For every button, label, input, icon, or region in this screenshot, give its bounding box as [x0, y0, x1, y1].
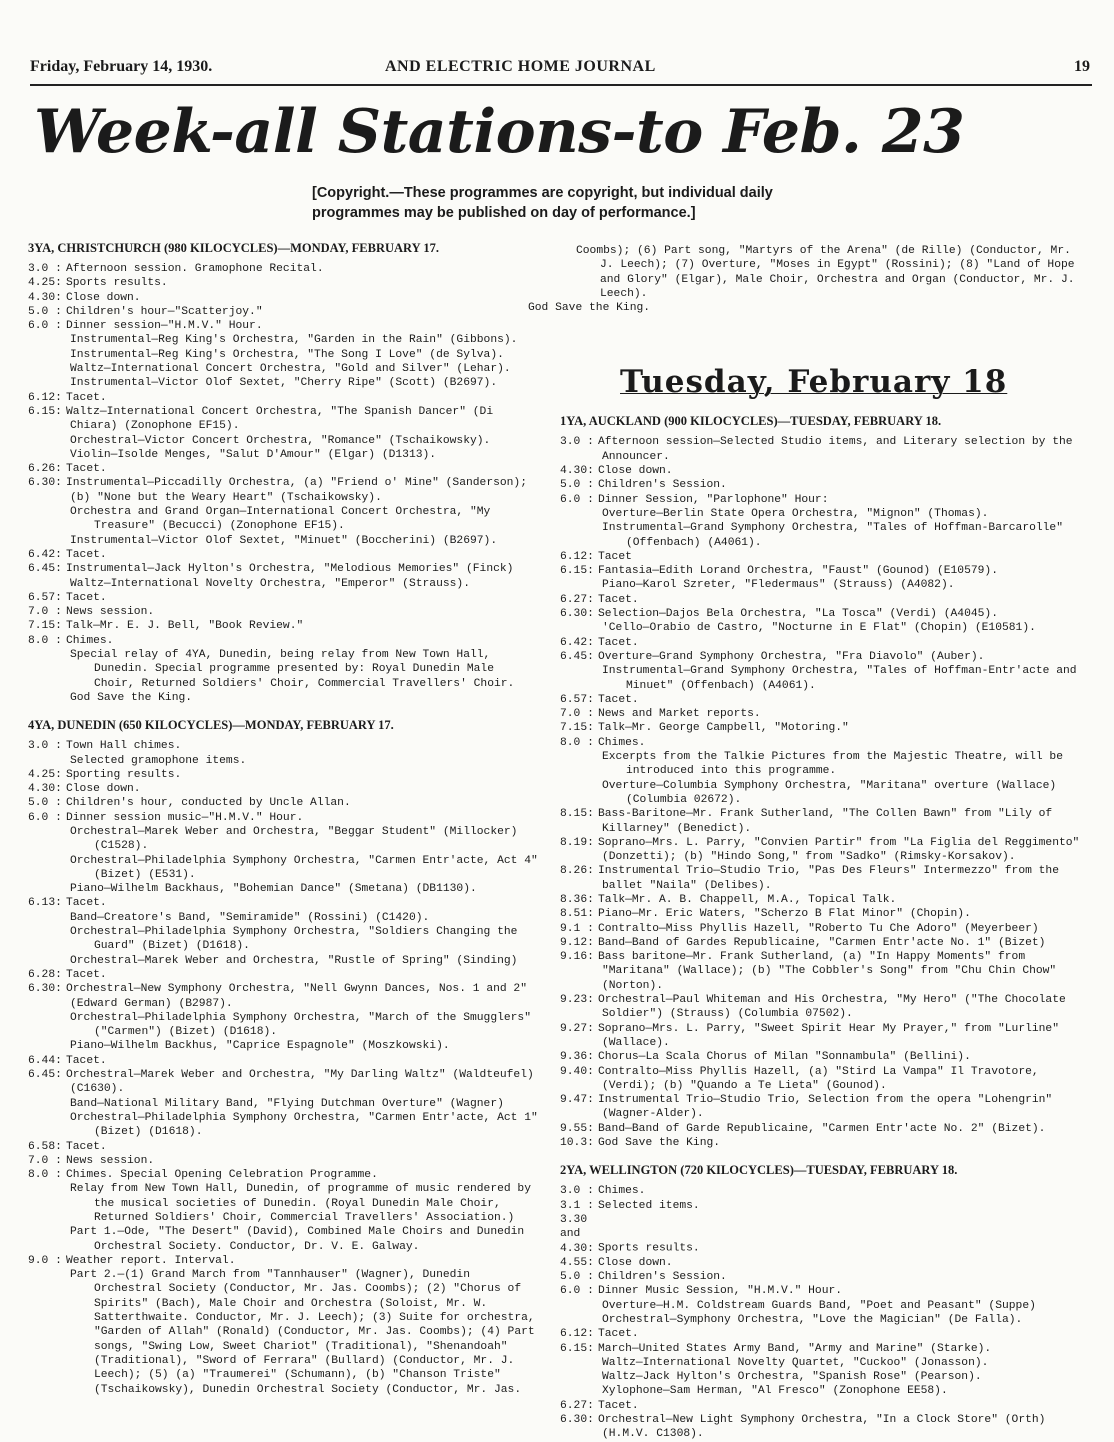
program-entry	[560, 1270, 1080, 1284]
program-entry	[28, 391, 538, 405]
station-heading: 2YA, WELLINGTON (720 KILOCYCLES)—TUESDAY, FEBRUARY 18.	[560, 1163, 958, 1178]
entry-subitem: Instrumental—Victor Olof Sextet, "Cherry Ripe" (Scott) (B2697).	[70, 377, 498, 390]
entry-subitems	[28, 754, 538, 768]
entry-text: Close down.	[66, 291, 141, 304]
entry-time: 8.0 :	[560, 736, 594, 749]
section-gap	[560, 1150, 1080, 1160]
entry-text: Talk—Mr. George Campbell, "Motoring."	[598, 722, 849, 735]
program-entry	[560, 936, 1080, 950]
program-entry	[560, 478, 1080, 492]
right-column	[528, 244, 1080, 1442]
entry-subitem: Piano—Karol Szreter, "Fledermaus" (Strauss) (A4082).	[602, 579, 955, 592]
entry-text: Weather report. Interval.	[66, 1254, 236, 1267]
entry-time: 6.57:	[560, 693, 594, 706]
header-rule	[30, 84, 1092, 86]
station-section	[28, 717, 538, 1397]
entry-subitem: Orchestral—Victor Concert Orchestra, "Romance" (Tschaikowsky).	[70, 434, 491, 447]
entry-text: Instrumental—Piccadilly Orchestra, (a) "Friend o' Mine" (Sanderson); (b) "None but the Weary Heart" (Tschaikowsky).	[66, 477, 527, 504]
entry-time: 6.30:	[560, 1414, 594, 1427]
entry-time: 9.0 :	[28, 1254, 62, 1267]
entry-text: Tacet	[598, 550, 632, 563]
entry-text: Close down.	[598, 465, 673, 478]
program-entry	[560, 693, 1080, 707]
entry-time: 7.15:	[28, 620, 62, 633]
entry-subitems	[560, 621, 1080, 635]
entry-text: Orchestral—Marek Weber and Orchestra, "My Darling Waltz" (Waldteufel) (C1630).	[66, 1069, 534, 1096]
entry-text: Tacet.	[66, 1140, 107, 1153]
entry-time: 9.16:	[560, 951, 594, 964]
entry-time: 6.42:	[28, 548, 62, 561]
program-entry	[560, 435, 1080, 464]
entry-time: 6.45:	[560, 650, 594, 663]
entry-time: 6.42:	[560, 636, 594, 649]
entry-subitems	[560, 664, 1080, 693]
entry-text: Tacet.	[66, 897, 107, 910]
entry-subitem: Orchestra and Grand Organ—International Concert Orchestra, "My Treasure" (Becucci) (Zonophone EF15).	[70, 506, 491, 533]
entry-time: 4.30:	[560, 465, 594, 478]
entry-text: Children's hour, conducted by Uncle Allan.	[66, 797, 351, 810]
entry-text: News session.	[66, 1154, 155, 1167]
program-entry	[28, 591, 538, 605]
entry-time: 6.12:	[560, 1328, 594, 1341]
entry-time: 5.0 :	[28, 305, 62, 318]
entry-time: 6.44:	[28, 1054, 62, 1067]
program-entry	[560, 707, 1080, 721]
entry-subitem: 'Cello—Orabio de Castro, "Nocturne in E Flat" (Chopin) (E10581).	[602, 622, 1036, 635]
entry-subitem: Overture—Berlin State Opera Orchestra, "Mignon" (Thomas).	[602, 507, 989, 520]
entry-subitems	[28, 825, 538, 896]
entry-subitem: Instrumental—Reg King's Orchestra, "The Song I Love" (de Sylva).	[70, 348, 504, 361]
program-entry	[28, 619, 538, 633]
station-section	[560, 413, 1080, 1150]
entry-time: 8.36:	[560, 893, 594, 906]
entry-text: Sports results.	[66, 277, 168, 290]
station-heading: 3YA, CHRISTCHURCH (980 KILOCYCLES)—MONDAY, FEBRUARY 17.	[28, 241, 439, 255]
program-entry	[28, 305, 538, 319]
program-entry	[28, 476, 538, 505]
entry-time: 6.12:	[28, 391, 62, 404]
entry-subitem: Instrumental—Grand Symphony Orchestra, "Tales of Hoffman-Entr'acte and Minuet" (Offenbach) (A4061).	[602, 665, 1077, 692]
program-entry	[560, 1399, 1080, 1413]
entry-time: 6.30:	[28, 477, 62, 490]
entry-subitem: Waltz—International Novelty Quartet, "Cuckoo" (Jonasson).	[602, 1356, 989, 1369]
entry-time: 6.45:	[28, 563, 62, 576]
entry-time: 6.30:	[28, 983, 62, 996]
section-gap	[28, 705, 538, 715]
program-entry	[28, 276, 538, 290]
continuation-lines	[528, 244, 1080, 315]
entry-time: 6.13:	[28, 897, 62, 910]
program-entry	[28, 1140, 538, 1154]
entry-subitems	[28, 577, 538, 591]
program-entry	[28, 739, 538, 753]
entry-text: News and Market reports.	[598, 708, 761, 721]
entry-time: 5.0 :	[560, 1271, 594, 1284]
entry-text: Waltz—International Concert Orchestra, "The Spanish Dancer" (Di Chiara) (Zonophone EF15).	[66, 405, 494, 433]
entry-text: Chimes.	[598, 1185, 646, 1198]
entry-text: Piano—Mr. Eric Waters, "Scherzo B Flat Minor" (Chopin).	[598, 908, 971, 921]
program-entry	[28, 462, 538, 476]
entry-subitem: Orchestral—Philadelphia Symphony Orchestra, "Carmen Entr'acte, Act 1" (Bizet) (D1618).	[70, 1111, 538, 1139]
entry-text: Talk—Mr. E. J. Bell, "Book Review."	[66, 620, 304, 633]
page-title: Week-all Stations-to Feb. 23	[34, 97, 965, 167]
entry-subitems	[28, 434, 538, 463]
station-section	[28, 240, 538, 705]
station-heading: 1YA, AUCKLAND (900 KILOCYCLES)—TUESDAY, FEBRUARY 18.	[560, 414, 942, 429]
program-entry	[560, 1413, 1080, 1442]
program-entry	[560, 1213, 1080, 1256]
entry-time: 6.15:	[28, 405, 62, 418]
entry-text: Dinner Session, "Parlophone" Hour:	[598, 493, 829, 506]
entry-time: 6.30:	[560, 608, 594, 621]
page-number: 19	[1074, 58, 1090, 75]
entry-text: Soprano—Mrs. L. Parry, "Convien Partir" from "La Figlia del Reggimento" (Donzetti); (b) "Hindo Song," from "Sadko" (Rimsky-Korsakov).	[598, 836, 1080, 864]
entry-subitem: Instrumental—Reg King's Orchestra, "Garden in the Rain" (Gibbons).	[70, 334, 518, 347]
program-entry	[560, 1184, 1080, 1198]
entry-text: Contralto—Miss Phyllis Hazell, (a) "Stird La Vampa" Il Travotore, (Verdi); (b) "Quando a Te Lieta" (Gounod).	[598, 1065, 1039, 1092]
program-entry	[560, 893, 1080, 907]
program-entry	[560, 550, 1080, 564]
entry-subitem: Relay from New Town Hall, Dunedin, of programme of music rendered by the musical societies of Dunedin. (Royal Dunedin Male Choir, Returned Soldiers' Choir, Commercial Travellers' Association.)	[70, 1183, 531, 1224]
entry-subitems	[560, 507, 1080, 550]
entry-subitem: Orchestral—Symphony Orchestra, "Love the Magician" (De Falla).	[602, 1314, 1023, 1326]
program-entry	[28, 1254, 538, 1268]
left-column	[28, 238, 538, 1397]
entry-time: 6.27:	[560, 1399, 594, 1412]
program-entry	[28, 1168, 538, 1182]
entry-time: 6.58:	[28, 1140, 62, 1153]
entry-subitems	[28, 333, 538, 390]
entry-subitem: Waltz—International Novelty Orchestra, "Emperor" (Strauss).	[70, 577, 470, 590]
right-sections	[560, 413, 1080, 1441]
entry-text: Bass baritone—Mr. Frank Sutherland, (a) "In Happy Moments" from "Maritana" (Wallace); (b) "The Cobbler's Song" from "Chu Chin Chow" (Norton).	[598, 951, 1057, 992]
entry-text: Instrumental Trio—Studio Trio, "Pas Des Fleurs" Intermezzo" from the ballet "Naila" (Delibes).	[598, 865, 1059, 892]
program-entry	[560, 993, 1080, 1022]
entry-time: 8.15:	[560, 808, 594, 821]
entry-time: 9.23:	[560, 994, 594, 1007]
entry-subitem: Orchestral—Philadelphia Symphony Orchestra, "Soldiers Changing the Guard" (Bizet) (D1618).	[70, 926, 518, 953]
entry-time: 4.25:	[28, 768, 62, 781]
program-entry	[560, 1256, 1080, 1270]
entry-time: 8.26:	[560, 865, 594, 878]
program-entry	[28, 1068, 538, 1097]
entry-text: Children's Session.	[598, 1271, 727, 1284]
program-entry	[560, 607, 1080, 621]
entry-subitems	[28, 1011, 538, 1054]
entry-subitem: God Save the King.	[70, 691, 193, 704]
program-entry	[560, 1284, 1080, 1298]
program-entry	[560, 1022, 1080, 1051]
entry-subitems	[560, 1356, 1080, 1399]
continuation-line: God Save the King.	[528, 302, 651, 315]
entry-time: 6.0 :	[560, 1285, 594, 1298]
entry-subitem: Xylophone—Sam Herman, "Al Fresco" (Zonophone EE58).	[602, 1385, 948, 1398]
entry-time: 9.27:	[560, 1022, 594, 1035]
program-entry	[560, 1065, 1080, 1094]
entry-time: 3.30 and 4.30:	[560, 1213, 594, 1255]
program-entry	[560, 950, 1080, 993]
entry-time: 8.51:	[560, 908, 594, 921]
entry-subitem: Band—Creatore's Band, "Semiramide" (Rossini) (C1420).	[70, 911, 430, 924]
program-entry	[28, 1154, 538, 1168]
entry-text: Children's Session.	[598, 479, 727, 492]
program-entry	[560, 922, 1080, 936]
entry-text: Tacet.	[66, 968, 107, 981]
entry-time: 9.40:	[560, 1065, 594, 1078]
program-entry	[560, 836, 1080, 865]
program-entry	[560, 593, 1080, 607]
journal-name: AND ELECTRIC HOME JOURNAL	[385, 58, 656, 75]
entry-time: 6.15:	[560, 565, 594, 578]
entry-time: 6.27:	[560, 593, 594, 606]
entry-time: 4.30:	[28, 783, 62, 796]
entry-text: Band—Band of Gardes Republicaine, "Carmen Entr'acte No. 1" (Bizet)	[598, 936, 1046, 949]
entry-text: Orchestral—New Symphony Orchestra, "Nell Gwynn Dances, Nos. 1 and 2" (Edward German) (B2987).	[66, 983, 527, 1010]
entry-text: March—United States Army Band, "Army and Marine" (Starke).	[598, 1342, 992, 1355]
entry-subitem: Waltz—International Concert Orchestra, "Gold and Silver" (Lehar).	[70, 363, 511, 376]
entry-subitems	[560, 1299, 1080, 1328]
program-entry	[28, 291, 538, 305]
entry-text: Chorus—La Scala Chorus of Milan "Sonnambula" (Bellini).	[598, 1051, 971, 1064]
entry-time: 3.0 :	[560, 436, 594, 449]
entry-text: Fantasia—Edith Lorand Orchestra, "Faust" (Gounod) (E10579).	[598, 565, 998, 578]
entry-text: Orchestral—Paul Whiteman and His Orchestra, "My Hero" ("The Chocolate Soldier") (Strauss) (Columbia 07502).	[598, 994, 1066, 1021]
continuation-block	[528, 244, 1080, 315]
entry-time: 9.12:	[560, 936, 594, 949]
entry-text: Tacet.	[598, 1399, 639, 1412]
entry-time: 9.55:	[560, 1122, 594, 1135]
program-entry	[560, 1050, 1080, 1064]
entry-text: Instrumental—Jack Hylton's Orchestra, "Melodious Memories" (Finck)	[66, 563, 514, 576]
entry-text: Dinner session music—"H.M.V." Hour.	[66, 811, 304, 824]
entry-text: Afternoon session. Gramophone Recital.	[66, 263, 324, 275]
entry-time: 3.0 :	[560, 1185, 594, 1198]
entry-subitem: Part 2.—(1) Grand March from "Tannhauser" (Wagner), Dunedin Orchestral Society (Conductor, Mr. Jas. Coombs); (2) "Chorus of Spirits" (Bach), Male Choir and Orchestra (Soloist, Mr. W. Satterthwaite. Conductor, Mr. J. Leech); (3) Suite for orchestra, "Garden of Allah" (Ronald) (Conductor, Mr. Jas. Coombs); (4) Part songs, "Swing Low, Sweet Chariot" (Traditional), "Shenandoah" (Traditional), "Sword of Ferrara" (Bullard) (Conductor, Mr. J. Leech); (5) (a) "Traumerei" (Schumann), (b) "Chanson Triste" (Tschaikowsky), Dunedin Orchestral Society (Conductor, Mr. Jas.	[70, 1269, 535, 1396]
entry-time: 9.36:	[560, 1051, 594, 1064]
entry-subitem: Violin—Isolde Menges, "Salut D'Amour" (Elgar) (D1313).	[70, 448, 437, 461]
program-entry	[28, 782, 538, 796]
entry-time: 8.0 :	[28, 634, 62, 647]
program-entry	[28, 796, 538, 810]
entry-time: 6.45:	[28, 1069, 62, 1082]
entry-subitem: Part 1.—Ode, "The Desert" (David), Combined Male Choirs and Dunedin Orchestral Society. Conductor, Dr. V. E. Galway.	[70, 1226, 525, 1253]
program-entry	[28, 768, 538, 782]
entry-text: Chimes. Special Opening Celebration Programme.	[66, 1169, 378, 1182]
entry-text: Band—Band of Garde Republicaine, "Carmen Entr'acte No. 2" (Bizet).	[598, 1122, 1046, 1135]
day-heading: Tuesday, February 18	[620, 364, 1008, 401]
entry-text: Close down.	[66, 783, 141, 796]
entry-time: 4.55:	[560, 1256, 594, 1269]
program-entry	[560, 464, 1080, 478]
entry-text: Afternoon session—Selected Studio items, and Literary selection by the Announcer.	[598, 436, 1073, 463]
entry-subitem: Instrumental—Grand Symphony Orchestra, "Tales of Hoffman-Barcarolle" (Offenbach) (A4061).	[602, 522, 1063, 549]
entry-text: Tacet.	[66, 1054, 107, 1067]
page-header	[30, 58, 1090, 80]
entry-text: Contralto—Miss Phyllis Hazell, "Roberto Tu Che Adoro" (Meyerbeer)	[598, 922, 1039, 935]
entry-subitem: Orchestral—Marek Weber and Orchestra, "Rustle of Spring" (Sinding)	[70, 954, 518, 967]
entry-text: Tacet.	[66, 391, 107, 404]
program-entry	[560, 636, 1080, 650]
entry-subitem: Instrumental—Victor Olof Sextet, "Minuet" (Boccherini) (B2697).	[70, 534, 498, 547]
program-entry	[560, 807, 1080, 836]
entry-text: Selection—Dajos Bela Orchestra, "La Tosca" (Verdi) (A4045).	[598, 608, 998, 621]
entry-time: 8.0 :	[28, 1169, 62, 1182]
program-entry	[560, 1122, 1080, 1136]
program-entry	[560, 1327, 1080, 1341]
entry-time: 3.1 :	[560, 1199, 594, 1212]
entry-subitem: Waltz—Jack Hylton's Orchestra, "Spanish Rose" (Pearson).	[602, 1371, 982, 1384]
entry-text: Overture—Grand Symphony Orchestra, "Fra Diavolo" (Auber).	[598, 650, 985, 663]
entry-time: 8.19:	[560, 836, 594, 849]
entry-text: Tacet.	[66, 463, 107, 476]
entry-text: God Save the King.	[598, 1137, 721, 1150]
program-entry	[28, 262, 538, 276]
program-entry	[28, 1054, 538, 1068]
entry-text: Tacet.	[66, 591, 107, 604]
entry-time: 6.15:	[560, 1342, 594, 1355]
entry-time: 7.0 :	[28, 606, 62, 619]
program-entry	[28, 811, 538, 825]
program-entry	[28, 896, 538, 910]
entry-text: Soprano—Mrs. L. Parry, "Sweet Spirit Hear My Prayer," from "Lurline" (Wallace).	[598, 1022, 1059, 1049]
program-entry	[560, 864, 1080, 893]
program-entry	[28, 605, 538, 619]
entry-time: 7.15:	[560, 722, 594, 735]
entry-time: 6.12:	[560, 550, 594, 563]
entry-text: Tacet.	[598, 1328, 639, 1341]
entry-text: Tacet.	[598, 636, 639, 649]
entry-text: News session.	[66, 606, 155, 619]
entry-time: 6.57:	[28, 591, 62, 604]
program-entry	[560, 736, 1080, 750]
entry-subitems	[28, 1097, 538, 1140]
entry-subitem: Orchestral—Philadelphia Symphony Orchestra, "March of the Smugglers" ("Carmen") (Bizet) (D1618).	[70, 1011, 531, 1039]
entry-time: 3.0 :	[28, 740, 62, 753]
program-entry	[28, 968, 538, 982]
issue-date: Friday, February 14, 1930.	[30, 58, 213, 75]
program-entry	[560, 1136, 1080, 1150]
entry-subitems	[28, 1268, 538, 1397]
entry-text: Dinner session—"H.M.V." Hour.	[66, 320, 263, 333]
program-entry	[28, 634, 538, 648]
entry-time: 6.0 :	[560, 493, 594, 506]
entry-time: 7.0 :	[560, 708, 594, 721]
entry-text: Chimes.	[66, 634, 114, 647]
entry-text: Dinner Music Session, "H.M.V." Hour.	[598, 1285, 843, 1298]
entry-text: Close down.	[598, 1256, 673, 1269]
entry-time: 5.0 :	[28, 797, 62, 810]
entry-text: Children's hour—"Scatterjoy."	[66, 305, 263, 318]
program-entry	[28, 319, 538, 333]
entry-text: Sporting results.	[66, 768, 182, 781]
entry-subitem: Orchestral—Philadelphia Symphony Orchestra, "Carmen Entr'acte, Act 4" (Bizet) (E531).	[70, 854, 538, 881]
program-entry	[560, 493, 1080, 507]
entry-text: Instrumental Trio—Studio Trio, Selection from the opera "Lohengrin" (Wagner-Alder).	[598, 1094, 1053, 1121]
entry-subitem: Piano—Wilhelm Backhaus, "Bohemian Dance" (Smetana) (DB1130).	[70, 883, 477, 896]
entry-subitem: Selected gramophone items.	[70, 754, 247, 767]
entry-text: Tacet.	[66, 548, 107, 561]
program-entry	[28, 982, 538, 1011]
entry-subitem: Orchestral—Marek Weber and Orchestra, "Beggar Student" (Millocker) (C1528).	[70, 825, 518, 853]
entry-time: 4.30:	[28, 291, 62, 304]
entry-time: 4.25:	[28, 277, 62, 290]
entry-subitem: Band—National Military Band, "Flying Dutchman Overture" (Wagner)	[70, 1097, 504, 1110]
program-entry	[28, 405, 538, 434]
program-entry	[560, 1093, 1080, 1122]
entry-time: 9.1 :	[560, 922, 594, 935]
entry-text: Tacet.	[598, 593, 639, 606]
entry-text: Sports results.	[598, 1242, 700, 1255]
entry-subitems	[28, 911, 538, 968]
entry-time: 6.28:	[28, 968, 62, 981]
entry-time: 7.0 :	[28, 1154, 62, 1167]
entry-subitems	[28, 505, 538, 548]
entry-subitems	[28, 1182, 538, 1253]
entry-subitems	[28, 648, 538, 705]
entry-subitem: Overture—H.M. Coldstream Guards Band, "Poet and Peasant" (Suppe)	[602, 1299, 1036, 1312]
station-section	[560, 1162, 1080, 1441]
continuation-line: Coombs); (6) Part song, "Martyrs of the Arena" (de Rille) (Conductor, Mr. J. Leech); (7) Overture, "Moses in Egypt" (Rossini); (8) "Land of Hope and Glory" (Elgar), Male Choir, Orchestra and Organ (Conductor, Mr. J. Leech).	[576, 245, 1075, 300]
entry-text: Town Hall chimes.	[66, 740, 182, 753]
entry-time: 6.0 :	[28, 811, 62, 824]
entry-text: Tacet.	[598, 693, 639, 706]
program-entry	[560, 1342, 1080, 1356]
entry-subitem: Piano—Wilhelm Backhus, "Caprice Espagnole" (Moszkowski).	[70, 1040, 450, 1053]
entry-subitems	[560, 578, 1080, 592]
program-entry	[560, 907, 1080, 921]
entry-time: 6.26:	[28, 463, 62, 476]
entry-time: 6.0 :	[28, 320, 62, 333]
entry-text: Selected items.	[598, 1199, 700, 1212]
station-heading: 4YA, DUNEDIN (650 KILOCYCLES)—MONDAY, FEBRUARY 17.	[28, 718, 394, 733]
entry-time: 10.3:	[560, 1137, 594, 1150]
copyright-notice: [Copyright.—These programmes are copyright, but individual daily programmes may be published on day of performance.]	[312, 185, 773, 221]
entry-subitems	[560, 750, 1080, 807]
entry-text: Talk—Mr. A. B. Chappell, M.A., Topical Talk.	[598, 893, 897, 906]
program-entry	[560, 721, 1080, 735]
entry-time: 9.47:	[560, 1094, 594, 1107]
program-entry	[560, 564, 1080, 578]
program-entry	[28, 548, 538, 562]
entry-subitem: Overture—Columbia Symphony Orchestra, "Maritana" overture (Wallace) (Columbia 02672).	[602, 779, 1057, 806]
entry-text: Bass-Baritone—Mr. Frank Sutherland, "The Collen Bawn" from "Lily of Killarney" (Benedict).	[598, 808, 1053, 835]
entry-text: Orchestral—New Light Symphony Orchestra, "In a Clock Store" (Orth) (H.M.V. C1308).	[598, 1414, 1046, 1441]
program-entry	[28, 562, 538, 576]
entry-time: 3.0 :	[28, 263, 62, 275]
program-entry	[560, 650, 1080, 664]
program-entry	[560, 1199, 1080, 1213]
entry-text: Chimes.	[598, 736, 646, 749]
entry-subitem: Special relay of 4YA, Dunedin, being relay from New Town Hall, Dunedin. Special programme presented by: Royal Dunedin Male Choir, Returned Soldiers' Choir, Commercial Travellers' Choir.	[70, 649, 515, 690]
entry-subitem: Excerpts from the Talkie Pictures from the Majestic Theatre, will be introduced into this programme.	[602, 751, 1063, 778]
entry-time: 5.0 :	[560, 479, 594, 492]
